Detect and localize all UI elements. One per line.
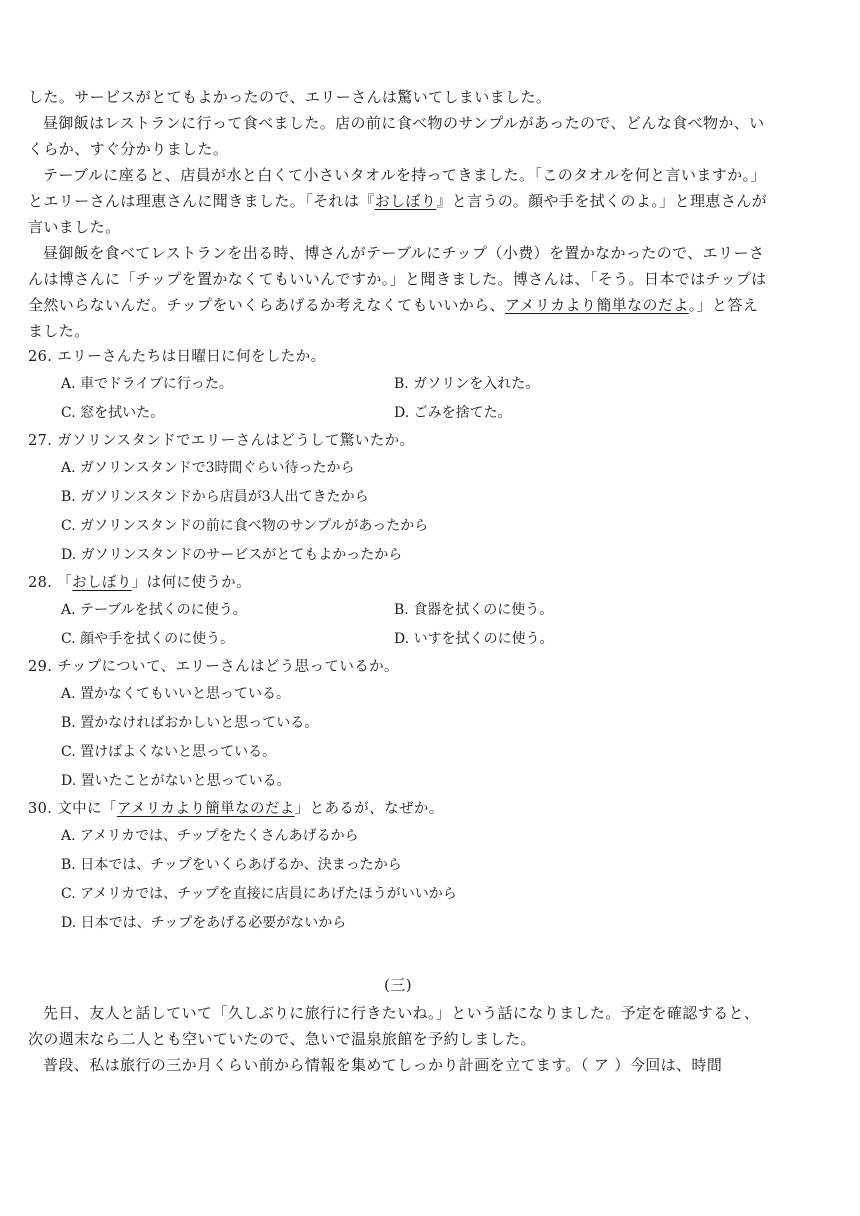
- underlined-america-phrase: アメリカより簡単なのだよ: [504, 296, 689, 314]
- question-stem: 29. チップについて、エリーさんはどう思っているか。: [28, 659, 399, 675]
- option-b: B. 食器を拭くのに使う。: [394, 602, 554, 618]
- question-29: [28, 654, 768, 796]
- underlined-oshibori: おしぼり: [72, 575, 132, 591]
- question-28: [28, 570, 768, 654]
- page-content: [28, 84, 768, 1078]
- passage-paragraph-4: 昼御飯を食べてレストランを出る時、博さんがテーブルにチップ（小费）を置かなかったので、エリーさんは博さんに「チップを置かなくてもいいんですか。」と聞きました。博さんは、「そう。日本ではチップは全然いらないんだ。チップをいくらあげるか考えなくてもいいから、アメリカより簡単なのだよ。」と答えました。: [28, 244, 767, 340]
- question-stem: 28. 「おしぼり」は何に使うか。: [28, 575, 251, 591]
- passage-paragraph-2: 昼御飯はレストランに行って食べました。店の前に食べ物のサンプルがあったので、どんな食べ物か、いくらか、すぐ分かりました。: [28, 114, 765, 158]
- option-a: A. テーブルを拭くのに使う。: [61, 602, 247, 618]
- question-stem: 26. エリーさんたちは日曜日に何をしたか。: [28, 349, 326, 365]
- option-a: A. ガソリンスタンドで3時間ぐらい待ったから: [61, 460, 355, 476]
- option-d: D. 置いたことがないと思っている。: [61, 773, 291, 789]
- option-d: D. いすを拭くのに使う。: [394, 631, 554, 647]
- option-b: B. 日本では、チップをいくらあげるか、決まったから: [61, 857, 402, 873]
- option-a: A. 車でドライブに行った。: [61, 376, 233, 392]
- section3-paragraph-2: 普段、私は旅行の三か月くらい前から情報を集めてしっかり計画を立てます。（ ア ）今回は、時間: [43, 1056, 723, 1074]
- question-30: [28, 796, 768, 938]
- question-27: [28, 428, 768, 570]
- option-d: D. ガソリンスタンドのサービスがとてもよかったから: [61, 547, 403, 563]
- section3-paragraph-1: 先日、友人と話していて「久しぶりに旅行に行きたいね。」という話になりました。予定を確認すると、次の週末なら二人とも空いていたので、急いで温泉旅館を予約しました。: [28, 1004, 760, 1048]
- option-d: D. 日本では、チップをあげる必要がないから: [61, 915, 347, 931]
- passage-paragraph-3: テーブルに座ると、店員が水と白くて小さいタオルを持ってきました。「このタオルを何と言いますか。」とエリーさんは理恵さんに聞きました。「それは『おしぼり』と言うの。顔や手を拭くのよ。」と理恵さんが言いました。: [28, 166, 768, 236]
- question-26: [28, 344, 768, 428]
- option-a: A. 置かなくてもいいと思っている。: [61, 686, 291, 702]
- option-b: B. ガソリンスタンドから店員が3人出てきたから: [61, 489, 369, 505]
- question-stem: 30. 文中に「アメリカより簡単なのだよ」とあるが、なぜか。: [28, 801, 444, 817]
- passage-paragraph-1: した。サービスがとてもよかったので、エリーさんは驚いてしまいました。: [28, 88, 552, 106]
- option-b: B. ガソリンを入れた。: [394, 376, 540, 392]
- option-b: B. 置かなければおかしいと思っている。: [61, 715, 319, 731]
- option-c: C. アメリカでは、チップを直接に店員にあげたほうがいいから: [61, 886, 457, 902]
- option-c: C. 顔や手を拭くのに使う。: [61, 631, 235, 647]
- question-stem: 27. ガソリンスタンドでエリーさんはどうして驚いたか。: [28, 433, 415, 449]
- underlined-america-phrase: アメリカより簡単なのだよ: [116, 801, 295, 817]
- option-c: C. 窓を拭いた。: [61, 405, 165, 421]
- option-c: C. 置けばよくないと思っている。: [61, 744, 277, 760]
- underlined-oshibori: おしぼり: [374, 192, 437, 210]
- option-a: A. アメリカでは、チップをたくさんあげるから: [61, 828, 359, 844]
- option-c: C. ガソリンスタンドの前に食べ物のサンプルがあったから: [61, 518, 429, 534]
- section-title: (三): [384, 976, 412, 994]
- option-d: D. ごみを捨てた。: [394, 405, 512, 421]
